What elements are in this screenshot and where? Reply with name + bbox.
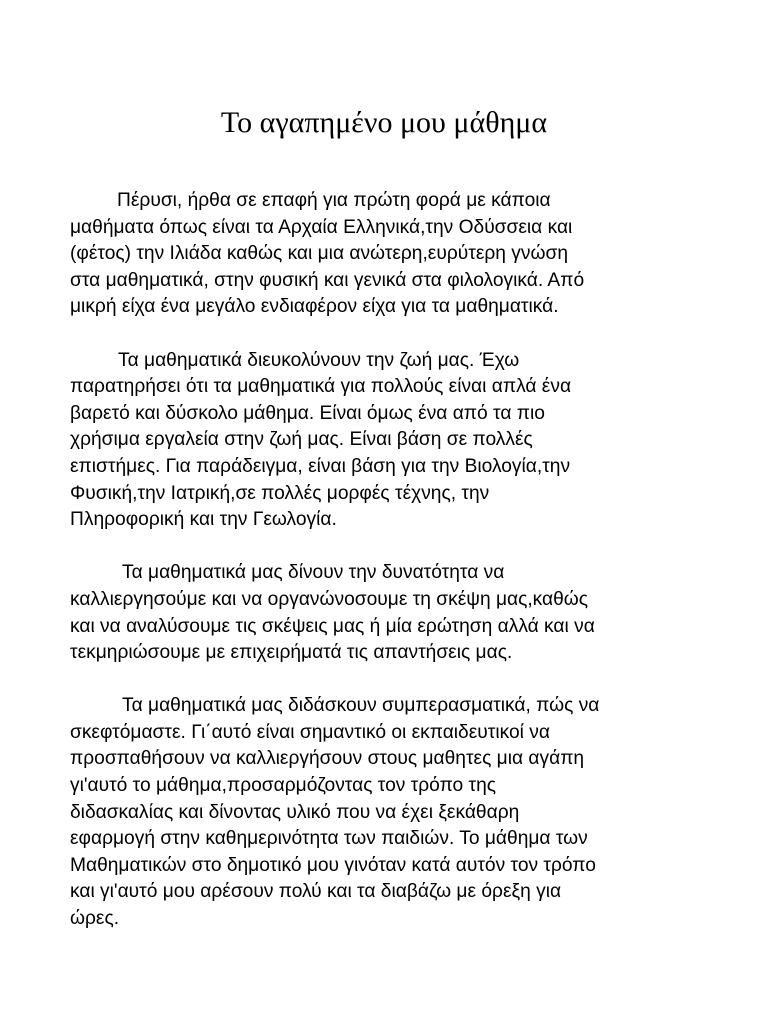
text-line: Φυσική,την Ιατρική,σε πολλές μορφές τέχνης, την — [70, 482, 490, 504]
text-line: μαθήματα όπως είναι τα Αρχαία Ελληνικά,την Οδύσσεια και — [70, 216, 573, 238]
document-body — [70, 188, 710, 959]
paragraph-2 — [70, 348, 710, 534]
text-line: γι'αυτό το μάθημα,προσαρμόζοντας τον τρόπο της — [70, 775, 497, 797]
text-line: (φέτος) την Ιλιάδα καθώς και μια ανώτερη,ευρύτερη γνώση — [70, 243, 568, 265]
text-line: Τα μαθηματικά μας διδάσκουν συμπερασματικά, πώς να — [122, 695, 600, 717]
text-line: παρατηρήσει ότι τα μαθηματικά για πολλούς είναι απλά ένα — [70, 376, 572, 398]
text-line: στα μαθηματικά, στην φυσική και γενικά στα φιλολογικά. Από — [70, 269, 585, 291]
text-line: χρήσιμα εργαλεία στην ζωή μας. Είναι βάση σε πολλές — [70, 429, 533, 451]
text-line: βαρετό και δύσκολο μάθημα. Είναι όμως ένα από τα πιο — [70, 402, 545, 424]
text-line: Μαθηματικών στο δημοτικό μου γινόταν κατά αυτόν τον τρόπο — [70, 854, 596, 876]
text-line: τεκμηριώσουμε με επιχειρήματά τις απαντήσεις μας. — [70, 642, 513, 664]
text-line: Πληροφορική και την Γεωλογία. — [70, 509, 337, 531]
text-line: Πέρυσι, ήρθα σε επαφή για πρώτη φορά με κάποια — [117, 190, 551, 211]
paragraph-1 — [70, 188, 710, 321]
text-line: και να αναλύσουμε τις σκέψεις μας ή μία ερώτηση αλλά και να — [70, 615, 595, 637]
paragraph-3 — [70, 560, 710, 666]
paragraph-4 — [70, 693, 710, 932]
text-line: ώρες. — [70, 908, 120, 930]
text-line: προσπαθήσουν να καλλιεργήσουν στους μαθητες μια αγάπη — [70, 748, 585, 770]
text-line: καλλιεργησούμε και να οργανώνοσουμε τη σκέψη μας,καθώς — [70, 588, 589, 610]
text-line: μικρή είχα ένα μεγάλο ενδιαφέρον είχα για τα μαθηματικά. — [70, 296, 559, 318]
text-line: Τα μαθηματικά διευκολύνουν την ζωή μας. Έχω — [118, 349, 520, 371]
text-line: εφαρμογή στην καθημερινότητα των παιδιών. Το μάθημα των — [70, 828, 588, 850]
text-line: διδασκαλίας και δίνοντας υλικό που να έχει ξεκάθαρη — [70, 801, 520, 823]
text-line: και γι'αυτό μου αρέσουν πολύ και τα διαβάζω με όρεξη για — [70, 881, 562, 903]
document-title: Το αγαπημένο μου μάθημα — [220, 106, 548, 139]
text-line: σκεφτόμαστε. Γι΄αυτό είναι σημαντικό οι εκπαιδευτικοί να — [70, 721, 550, 743]
text-line: επιστήμες. Για παράδειγμα, είναι βάση για την Βιολογία,την — [70, 455, 571, 477]
text-line: Τα μαθηματικά μας δίνουν την δυνατότητα να — [122, 562, 505, 584]
